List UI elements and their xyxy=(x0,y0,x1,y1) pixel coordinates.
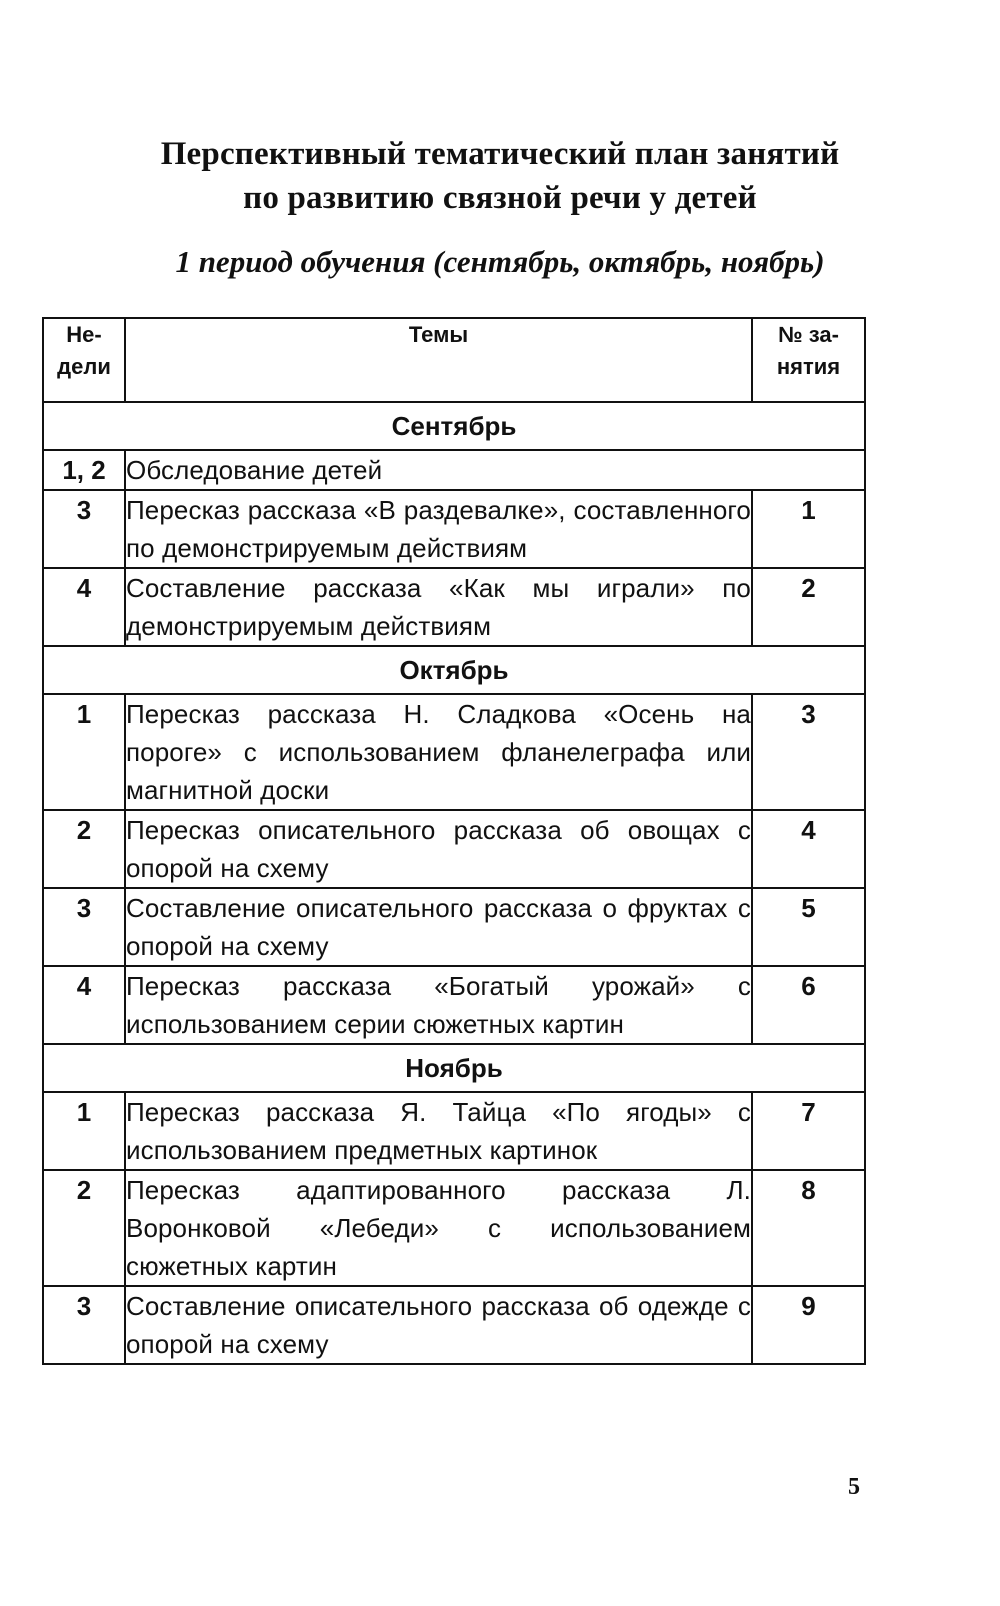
week-cell: 2 xyxy=(43,810,125,888)
table-row xyxy=(43,1286,865,1364)
lesson-number-cell: 7 xyxy=(752,1092,865,1170)
title-line-1: Перспективный тематический план занятий xyxy=(160,136,840,172)
lesson-number-cell: 2 xyxy=(752,568,865,646)
document-subtitle: 1 период обучения (сентябрь, октябрь, ноябрь) xyxy=(175,244,825,279)
week-cell: 3 xyxy=(43,490,125,568)
plan-table xyxy=(42,317,866,1365)
header-lesson-number xyxy=(752,318,865,402)
week-cell: 2 xyxy=(43,1170,125,1286)
week-cell: 1 xyxy=(43,694,125,810)
topic-cell: Пересказ рассказа Н. Сладкова «Осень на пороге» с использованием фланелеграфа или магнитной доски xyxy=(125,694,752,810)
month-row-september xyxy=(43,402,865,450)
header-number-line-1: № за- xyxy=(778,322,839,347)
topic-cell: Пересказ рассказа Я. Тайца «По ягоды» с использованием предметных картинок xyxy=(125,1092,752,1170)
table-row xyxy=(43,450,865,490)
table-row xyxy=(43,694,865,810)
month-label: Сентябрь xyxy=(43,402,865,450)
table-row xyxy=(43,810,865,888)
header-topics: Темы xyxy=(125,318,752,402)
month-label: Ноябрь xyxy=(43,1044,865,1092)
table-header-row xyxy=(43,318,865,402)
table-row xyxy=(43,568,865,646)
title-line-2: по развитию связной речи у детей xyxy=(243,180,757,216)
header-weeks-line-2: дели xyxy=(57,354,111,379)
week-cell: 3 xyxy=(43,888,125,966)
header-weeks xyxy=(43,318,125,402)
topic-cell: Составление описательного рассказа о фруктах с опорой на схему xyxy=(125,888,752,966)
page-number: 5 xyxy=(848,1474,860,1500)
table-row xyxy=(43,490,865,568)
week-cell: 1, 2 xyxy=(43,450,125,490)
topic-cell: Пересказ рассказа «В раздевалке», составленного по демонстрируемым действиям xyxy=(125,490,752,568)
week-cell: 4 xyxy=(43,568,125,646)
topic-cell: Обследование детей xyxy=(125,450,865,490)
lesson-number-cell: 5 xyxy=(752,888,865,966)
week-cell: 4 xyxy=(43,966,125,1044)
lesson-number-cell: 1 xyxy=(752,490,865,568)
topic-cell: Пересказ рассказа «Богатый урожай» с использованием серии сюжетных картин xyxy=(125,966,752,1044)
month-row-october xyxy=(43,646,865,694)
lesson-number-cell: 6 xyxy=(752,966,865,1044)
topic-cell: Пересказ адаптированного рассказа Л. Воронковой «Лебеди» с использованием сюжетных картин xyxy=(125,1170,752,1286)
table-row xyxy=(43,1170,865,1286)
lesson-number-cell: 4 xyxy=(752,810,865,888)
table-row xyxy=(43,888,865,966)
lesson-number-cell: 3 xyxy=(752,694,865,810)
month-label: Октябрь xyxy=(43,646,865,694)
topic-cell: Составление рассказа «Как мы играли» по демонстрируемым действиям xyxy=(125,568,752,646)
header-weeks-line-1: Не- xyxy=(66,322,102,347)
header-number-line-2: нятия xyxy=(776,354,841,379)
week-cell: 3 xyxy=(43,1286,125,1364)
topic-cell: Пересказ описательного рассказа об овощах с опорой на схему xyxy=(125,810,752,888)
document-title xyxy=(0,132,1000,220)
table-row xyxy=(43,1092,865,1170)
table-row xyxy=(43,966,865,1044)
lesson-number-cell: 9 xyxy=(752,1286,865,1364)
month-row-november xyxy=(43,1044,865,1092)
topic-cell: Составление описательного рассказа об одежде с опорой на схему xyxy=(125,1286,752,1364)
week-cell: 1 xyxy=(43,1092,125,1170)
lesson-number-cell: 8 xyxy=(752,1170,865,1286)
